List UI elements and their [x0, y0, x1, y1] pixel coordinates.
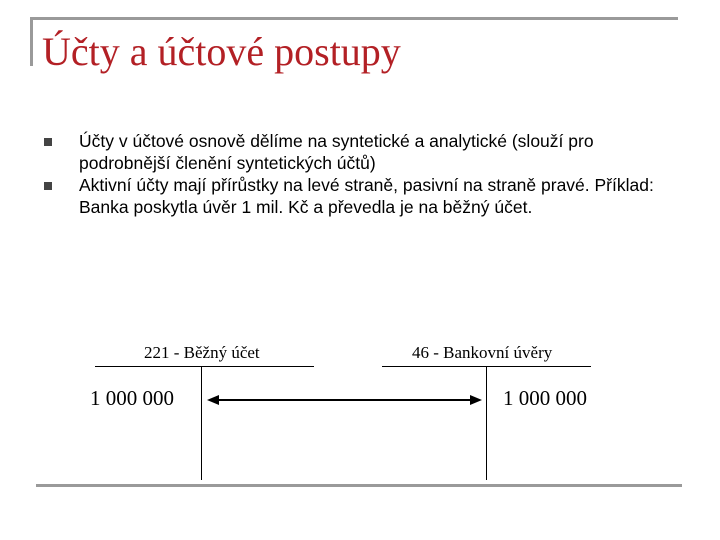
slide-title: Účty a účtové postupy	[42, 29, 401, 74]
bullet-item	[44, 174, 684, 218]
square-bullet-icon	[44, 138, 52, 146]
frame-bottom-line	[36, 484, 682, 487]
bullet-list	[44, 130, 684, 218]
left-account-rule	[95, 366, 314, 367]
right-account-amount: 1 000 000	[503, 386, 587, 410]
left-account-amount: 1 000 000	[90, 386, 174, 410]
left-account-name: 221 - Běžný účet	[144, 343, 260, 362]
frame-left-line	[30, 17, 33, 66]
bullet-text: Aktivní účty mají přírůstky na levé straně, pasivní na straně pravé. Příklad: Banka poskytla úvěr 1 mil. Kč a převedla je na běžný účet.	[79, 175, 654, 217]
right-account-name: 46 - Bankovní úvěry	[412, 343, 553, 362]
square-bullet-icon	[44, 182, 52, 190]
bullet-text: Účty v účtové osnově dělíme na syntetické a analytické (slouží pro podrobnější členění syntetických účtů)	[79, 131, 594, 173]
bullet-item	[44, 130, 684, 174]
left-account-stem	[201, 366, 202, 480]
double-arrow-icon	[205, 390, 485, 410]
frame-top-line	[30, 17, 678, 20]
right-account-stem	[486, 366, 487, 480]
